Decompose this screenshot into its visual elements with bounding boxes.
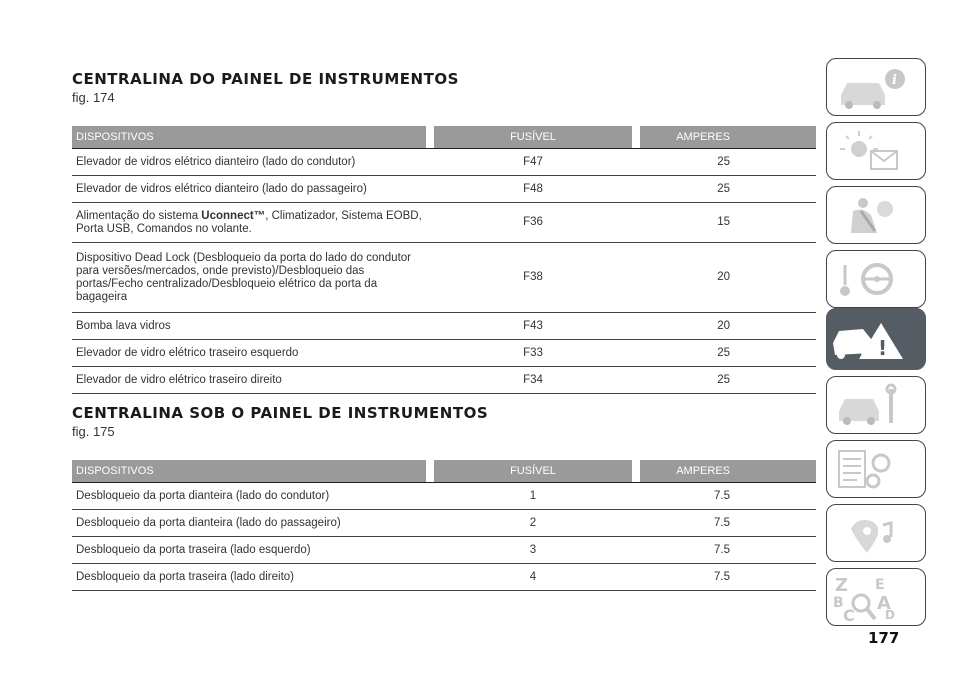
device-cell: Bomba lava vidros (72, 313, 426, 340)
tab-safety[interactable] (826, 186, 926, 244)
column-header-devices: DISPOSITIVOS (72, 460, 426, 483)
fuse-cell: F34 (434, 367, 632, 394)
svg-text:!: ! (878, 336, 888, 360)
fuse-table (72, 460, 816, 591)
table-row (72, 367, 816, 394)
svg-text:E: E (875, 577, 885, 593)
device-cell: Desbloqueio da porta dianteira (lado do passageiro) (72, 510, 426, 537)
tab-technical-data[interactable] (826, 440, 926, 498)
amperes-cell: 7.5 (640, 537, 816, 564)
amperes-cell: 25 (640, 176, 816, 203)
table-row (72, 340, 816, 367)
emergency-car-icon (827, 309, 927, 371)
tab-car-info[interactable] (826, 58, 926, 116)
amperes-cell: 25 (640, 149, 816, 176)
amperes-cell: 25 (640, 340, 816, 367)
fuse-cell: 3 (434, 537, 632, 564)
amperes-cell: 7.5 (640, 564, 816, 591)
tab-multimedia[interactable] (826, 504, 926, 562)
device-cell: Desbloqueio da porta traseira (lado direito) (72, 564, 426, 591)
fuse-cell: F43 (434, 313, 632, 340)
index-icon (827, 569, 927, 627)
amperes-cell: 20 (640, 313, 816, 340)
svg-text:i: i (892, 73, 897, 88)
figure-reference: fig. 174 (72, 90, 115, 105)
safety-airbag-icon (827, 187, 927, 245)
tab-warning-lights[interactable] (826, 122, 926, 180)
device-cell: Elevador de vidro elétrico traseiro direito (72, 367, 426, 394)
figure-reference: fig. 175 (72, 424, 115, 439)
car-maintenance-icon (827, 377, 927, 435)
technical-data-icon (827, 441, 927, 499)
multimedia-icon (827, 505, 927, 563)
steering-wheel-key-icon (827, 251, 927, 309)
svg-text:D: D (885, 608, 895, 622)
tab-index[interactable] (826, 568, 926, 626)
fuse-cell: F36 (434, 203, 632, 243)
table-row (72, 149, 816, 176)
page-number: 177 (868, 629, 900, 647)
device-cell: Elevador de vidros elétrico dianteiro (lado do condutor) (72, 149, 426, 176)
fuse-cell: F47 (434, 149, 632, 176)
fuse-cell: 2 (434, 510, 632, 537)
fuse-cell: F38 (434, 243, 632, 313)
tab-starting-driving[interactable] (826, 250, 926, 308)
svg-text:C: C (843, 606, 855, 625)
svg-text:A: A (877, 593, 891, 614)
tab-maintenance[interactable] (826, 376, 926, 434)
table-row (72, 243, 816, 313)
fuse-cell: 1 (434, 483, 632, 510)
svg-text:B: B (833, 595, 844, 611)
table-row (72, 510, 816, 537)
device-cell: Desbloqueio da porta traseira (lado esquerdo) (72, 537, 426, 564)
amperes-cell: 20 (640, 243, 816, 313)
amperes-cell: 7.5 (640, 510, 816, 537)
table-row (72, 537, 816, 564)
column-header-devices: DISPOSITIVOS (72, 126, 426, 149)
column-header-fuse: FUSÍVEL (434, 460, 632, 483)
tab-emergency[interactable] (826, 308, 926, 370)
fuse-cell: F33 (434, 340, 632, 367)
fuse-cell: 4 (434, 564, 632, 591)
svg-text:Z: Z (835, 575, 849, 596)
amperes-cell: 25 (640, 367, 816, 394)
column-header-fuse: FUSÍVEL (434, 126, 632, 149)
warning-lights-icon (827, 123, 927, 181)
table-row (72, 483, 816, 510)
table-row (72, 313, 816, 340)
table-row (72, 564, 816, 591)
device-cell: Dispositivo Dead Lock (Desbloqueio da porta do lado do condutor para versões/mercados, onde previsto)/Desbloqueio das portas/Fecho centralizado/Desbloqueio elétrico da porta da bagageira (72, 243, 426, 313)
car-info-icon (827, 59, 927, 117)
fuse-cell: F48 (434, 176, 632, 203)
fuse-table (72, 126, 816, 394)
section-title: CENTRALINA DO PAINEL DE INSTRUMENTOS (72, 70, 459, 88)
column-header-amperes: AMPERES (640, 460, 816, 483)
amperes-cell: 7.5 (640, 483, 816, 510)
device-cell: Elevador de vidros elétrico dianteiro (lado do passageiro) (72, 176, 426, 203)
table-row (72, 176, 816, 203)
amperes-cell: 15 (640, 203, 816, 243)
device-cell: Alimentação do sistema Uconnect™, Climatizador, Sistema EOBD, Porta USB, Comandos no volante. (72, 203, 426, 243)
uconnect-brand: Uconnect™ (201, 209, 266, 222)
device-cell: Desbloqueio da porta dianteira (lado do condutor) (72, 483, 426, 510)
section-title: CENTRALINA SOB O PAINEL DE INSTRUMENTOS (72, 404, 489, 422)
table-row (72, 203, 816, 243)
column-header-amperes: AMPERES (640, 126, 816, 149)
device-cell: Elevador de vidro elétrico traseiro esquerdo (72, 340, 426, 367)
